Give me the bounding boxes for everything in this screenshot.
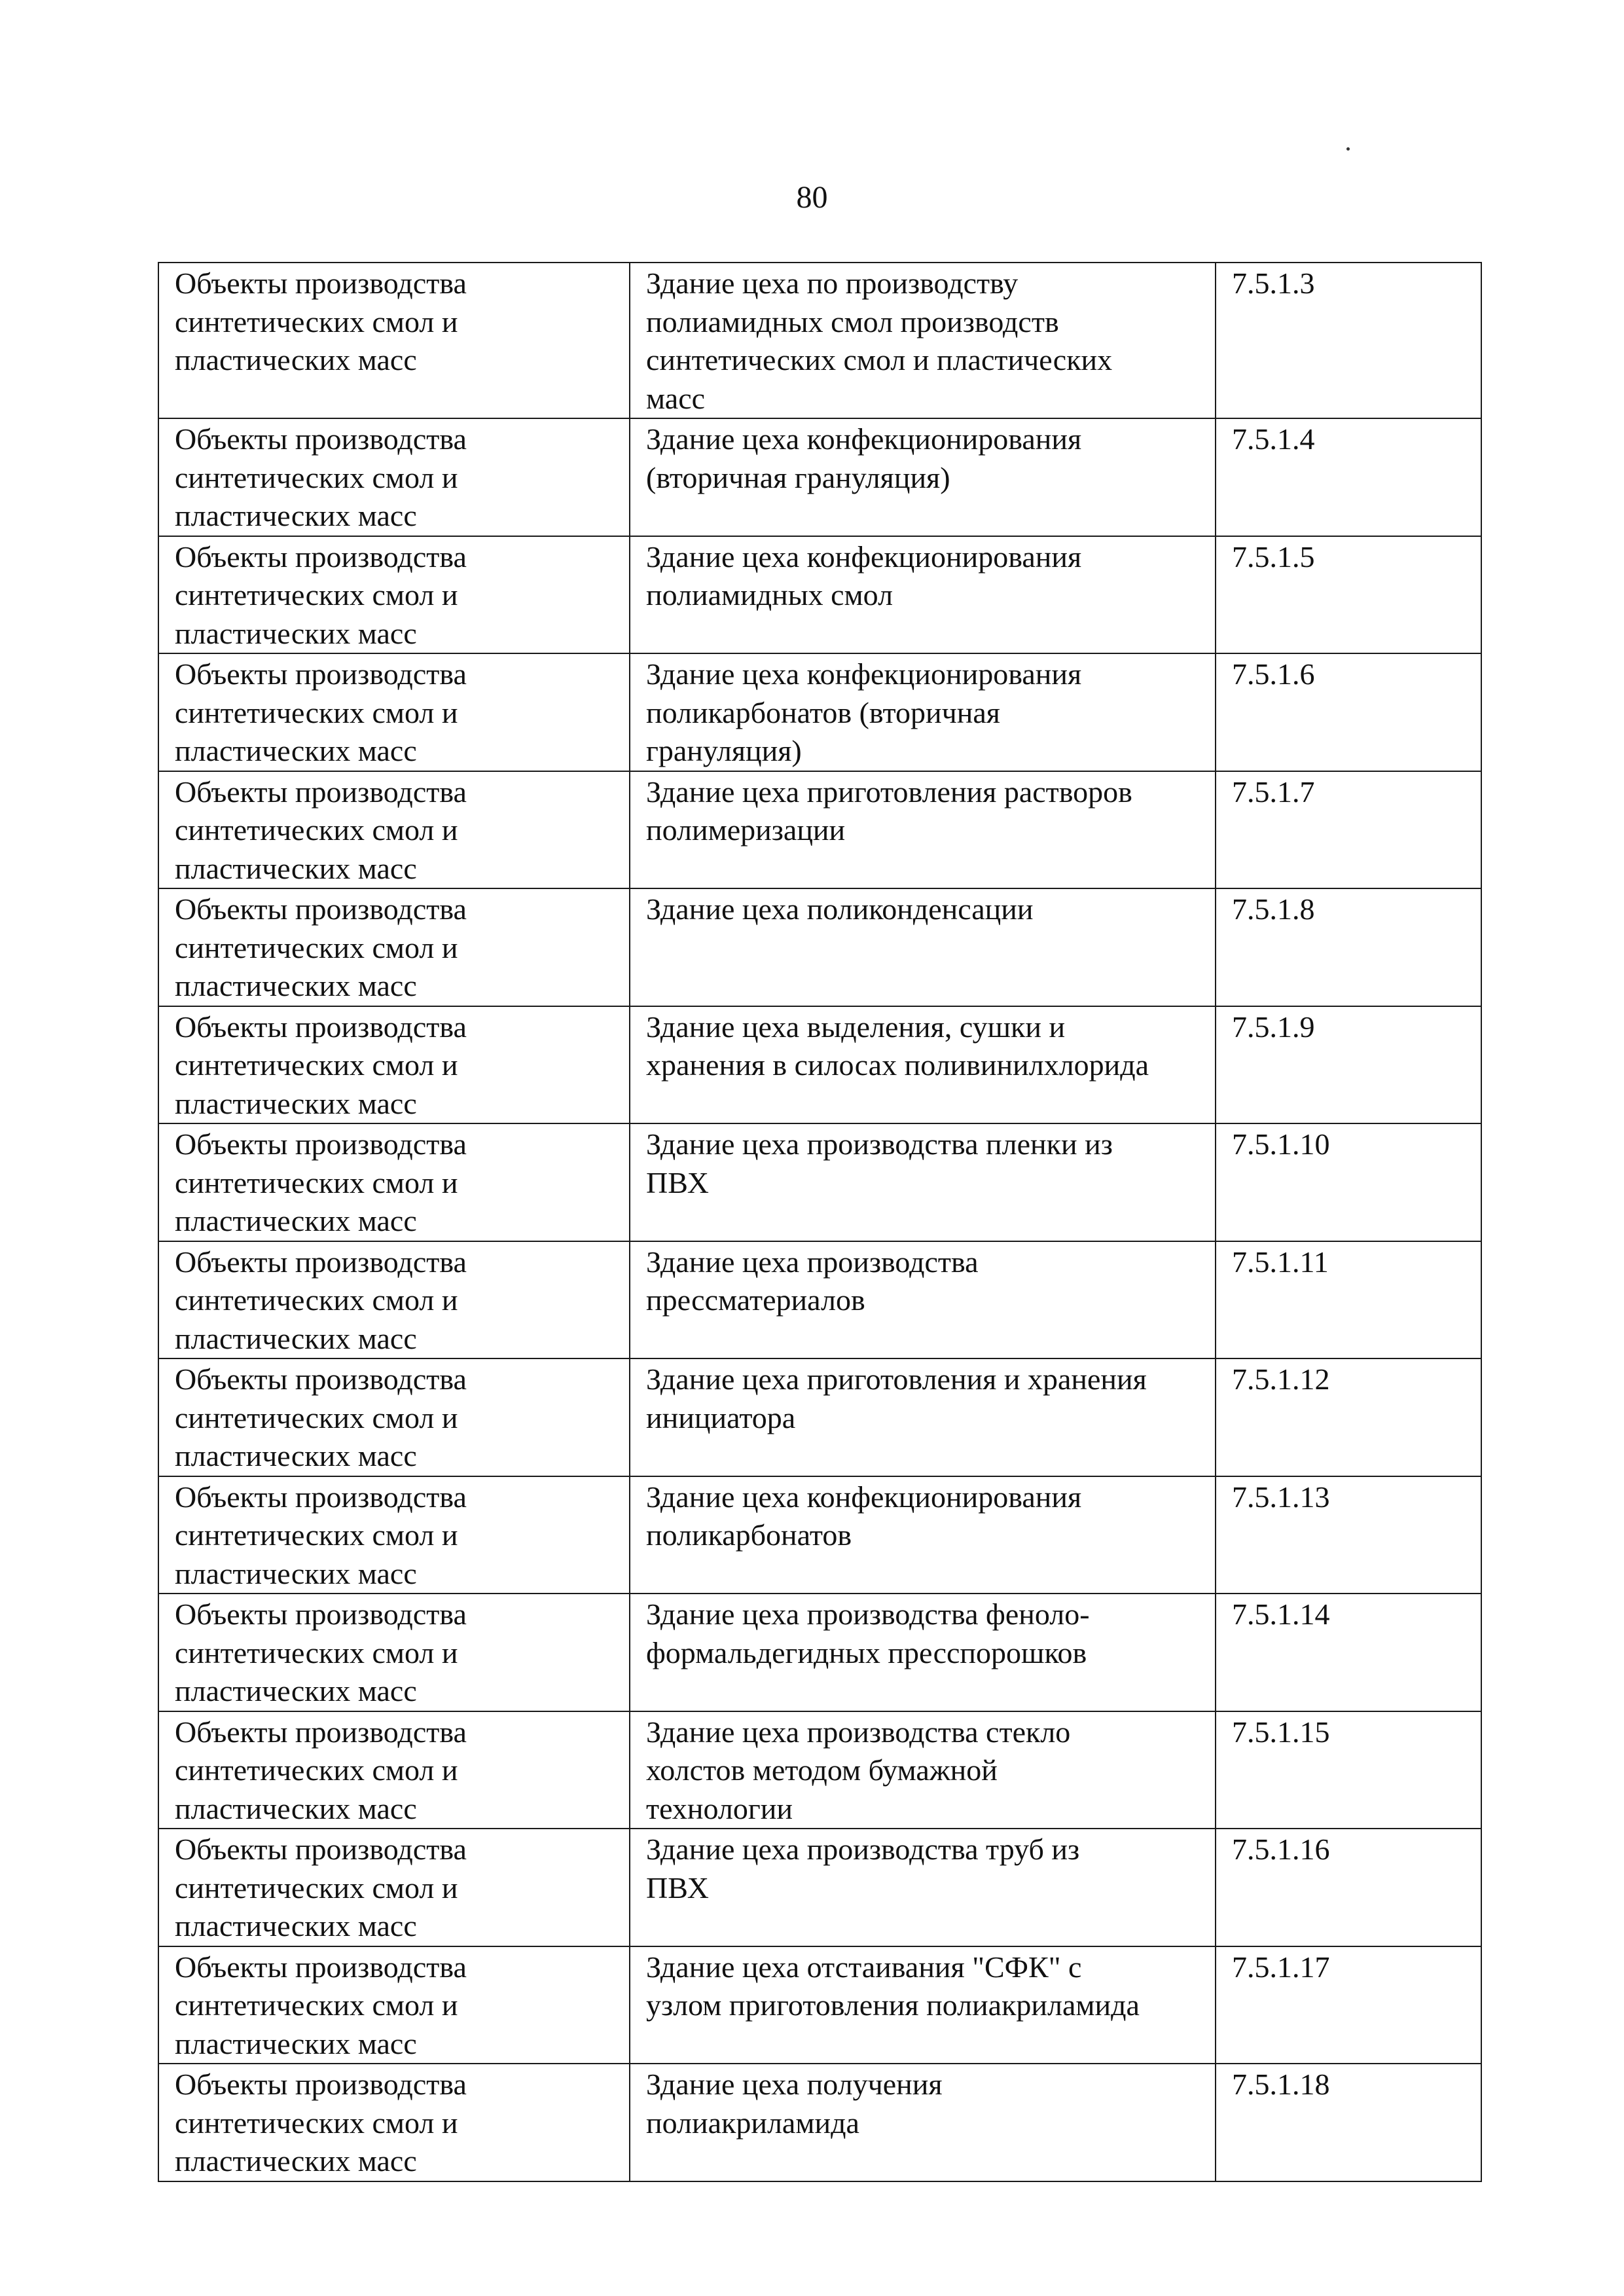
object-type-cell: Объекты производства синтетических смол и пластических масс (158, 771, 630, 889)
code-cell: 7.5.1.11 (1216, 1241, 1481, 1359)
building-cell: Здание цеха выделения, сушки и хранения в силосах поливинилхлорида (630, 1006, 1216, 1124)
table-row (158, 263, 1481, 418)
code-cell: 7.5.1.4 (1216, 418, 1481, 536)
building-cell: Здание цеха конфекционирования поликарбонатов (630, 1476, 1216, 1594)
object-type-cell: Объекты производства синтетических смол и пластических масс (158, 1123, 630, 1241)
table-row (158, 418, 1481, 536)
object-type-cell: Объекты производства синтетических смол и пластических масс (158, 888, 630, 1006)
building-cell: Здание цеха производства труб из ПВХ (630, 1829, 1216, 1946)
code-cell: 7.5.1.3 (1216, 263, 1481, 418)
building-cell: Здание цеха производства феноло- формальдегидных пресспорошков (630, 1594, 1216, 1711)
table-row (158, 1241, 1481, 1359)
building-cell: Здание цеха производства стекло холстов методом бумажной технологии (630, 1711, 1216, 1829)
building-cell: Здание цеха производства прессматериалов (630, 1241, 1216, 1359)
building-cell: Здание цеха конфекционирования (вторичная грануляция) (630, 418, 1216, 536)
code-cell: 7.5.1.16 (1216, 1829, 1481, 1946)
page-number: 80 (796, 180, 828, 215)
table-row (158, 1358, 1481, 1476)
code-cell: 7.5.1.18 (1216, 2064, 1481, 2181)
table-row (158, 2064, 1481, 2181)
code-cell: 7.5.1.10 (1216, 1123, 1481, 1241)
building-cell: Здание цеха конфекционирования полиамидных смол (630, 536, 1216, 654)
code-cell: 7.5.1.5 (1216, 536, 1481, 654)
object-type-cell: Объекты производства синтетических смол и пластических масс (158, 1358, 630, 1476)
table-row (158, 888, 1481, 1006)
object-type-cell: Объекты производства синтетических смол и пластических масс (158, 1006, 630, 1124)
building-cell: Здание цеха конфекционирования поликарбонатов (вторичная грануляция) (630, 653, 1216, 771)
building-cell: Здание цеха производства пленки из ПВХ (630, 1123, 1216, 1241)
code-cell: 7.5.1.12 (1216, 1358, 1481, 1476)
building-cell: Здание цеха приготовления растворов полимеризации (630, 771, 1216, 889)
object-type-cell: Объекты производства синтетических смол и пластических масс (158, 2064, 630, 2181)
table-row (158, 653, 1481, 771)
object-type-cell: Объекты производства синтетических смол и пластических масс (158, 653, 630, 771)
code-cell: 7.5.1.13 (1216, 1476, 1481, 1594)
table-row (158, 771, 1481, 889)
building-cell: Здание цеха приготовления и хранения инициатора (630, 1358, 1216, 1476)
objects-table (158, 262, 1482, 2182)
scan-speck (1346, 147, 1350, 151)
code-cell: 7.5.1.9 (1216, 1006, 1481, 1124)
table-row (158, 1476, 1481, 1594)
code-cell: 7.5.1.17 (1216, 1946, 1481, 2064)
table-row (158, 1594, 1481, 1711)
code-cell: 7.5.1.8 (1216, 888, 1481, 1006)
table-row (158, 1829, 1481, 1946)
code-cell: 7.5.1.6 (1216, 653, 1481, 771)
object-type-cell: Объекты производства синтетических смол и пластических масс (158, 1594, 630, 1711)
building-cell: Здание цеха поликонденсации (630, 888, 1216, 1006)
code-cell: 7.5.1.7 (1216, 771, 1481, 889)
table-row (158, 1711, 1481, 1829)
table-row (158, 1946, 1481, 2064)
building-cell: Здание цеха по производству полиамидных смол производств синтетических смол и пластических масс (630, 263, 1216, 418)
object-type-cell: Объекты производства синтетических смол и пластических масс (158, 263, 630, 418)
building-cell: Здание цеха отстаивания "СФК" с узлом приготовления полиакриламида (630, 1946, 1216, 2064)
table-row (158, 1006, 1481, 1124)
table-row (158, 1123, 1481, 1241)
building-cell: Здание цеха получения полиакриламида (630, 2064, 1216, 2181)
object-type-cell: Объекты производства синтетических смол и пластических масс (158, 536, 630, 654)
object-type-cell: Объекты производства синтетических смол и пластических масс (158, 1829, 630, 1946)
object-type-cell: Объекты производства синтетических смол и пластических масс (158, 1946, 630, 2064)
code-cell: 7.5.1.14 (1216, 1594, 1481, 1711)
object-type-cell: Объекты производства синтетических смол и пластических масс (158, 418, 630, 536)
code-cell: 7.5.1.15 (1216, 1711, 1481, 1829)
object-type-cell: Объекты производства синтетических смол и пластических масс (158, 1241, 630, 1359)
table-row (158, 536, 1481, 654)
object-type-cell: Объекты производства синтетических смол и пластических масс (158, 1476, 630, 1594)
object-type-cell: Объекты производства синтетических смол и пластических масс (158, 1711, 630, 1829)
